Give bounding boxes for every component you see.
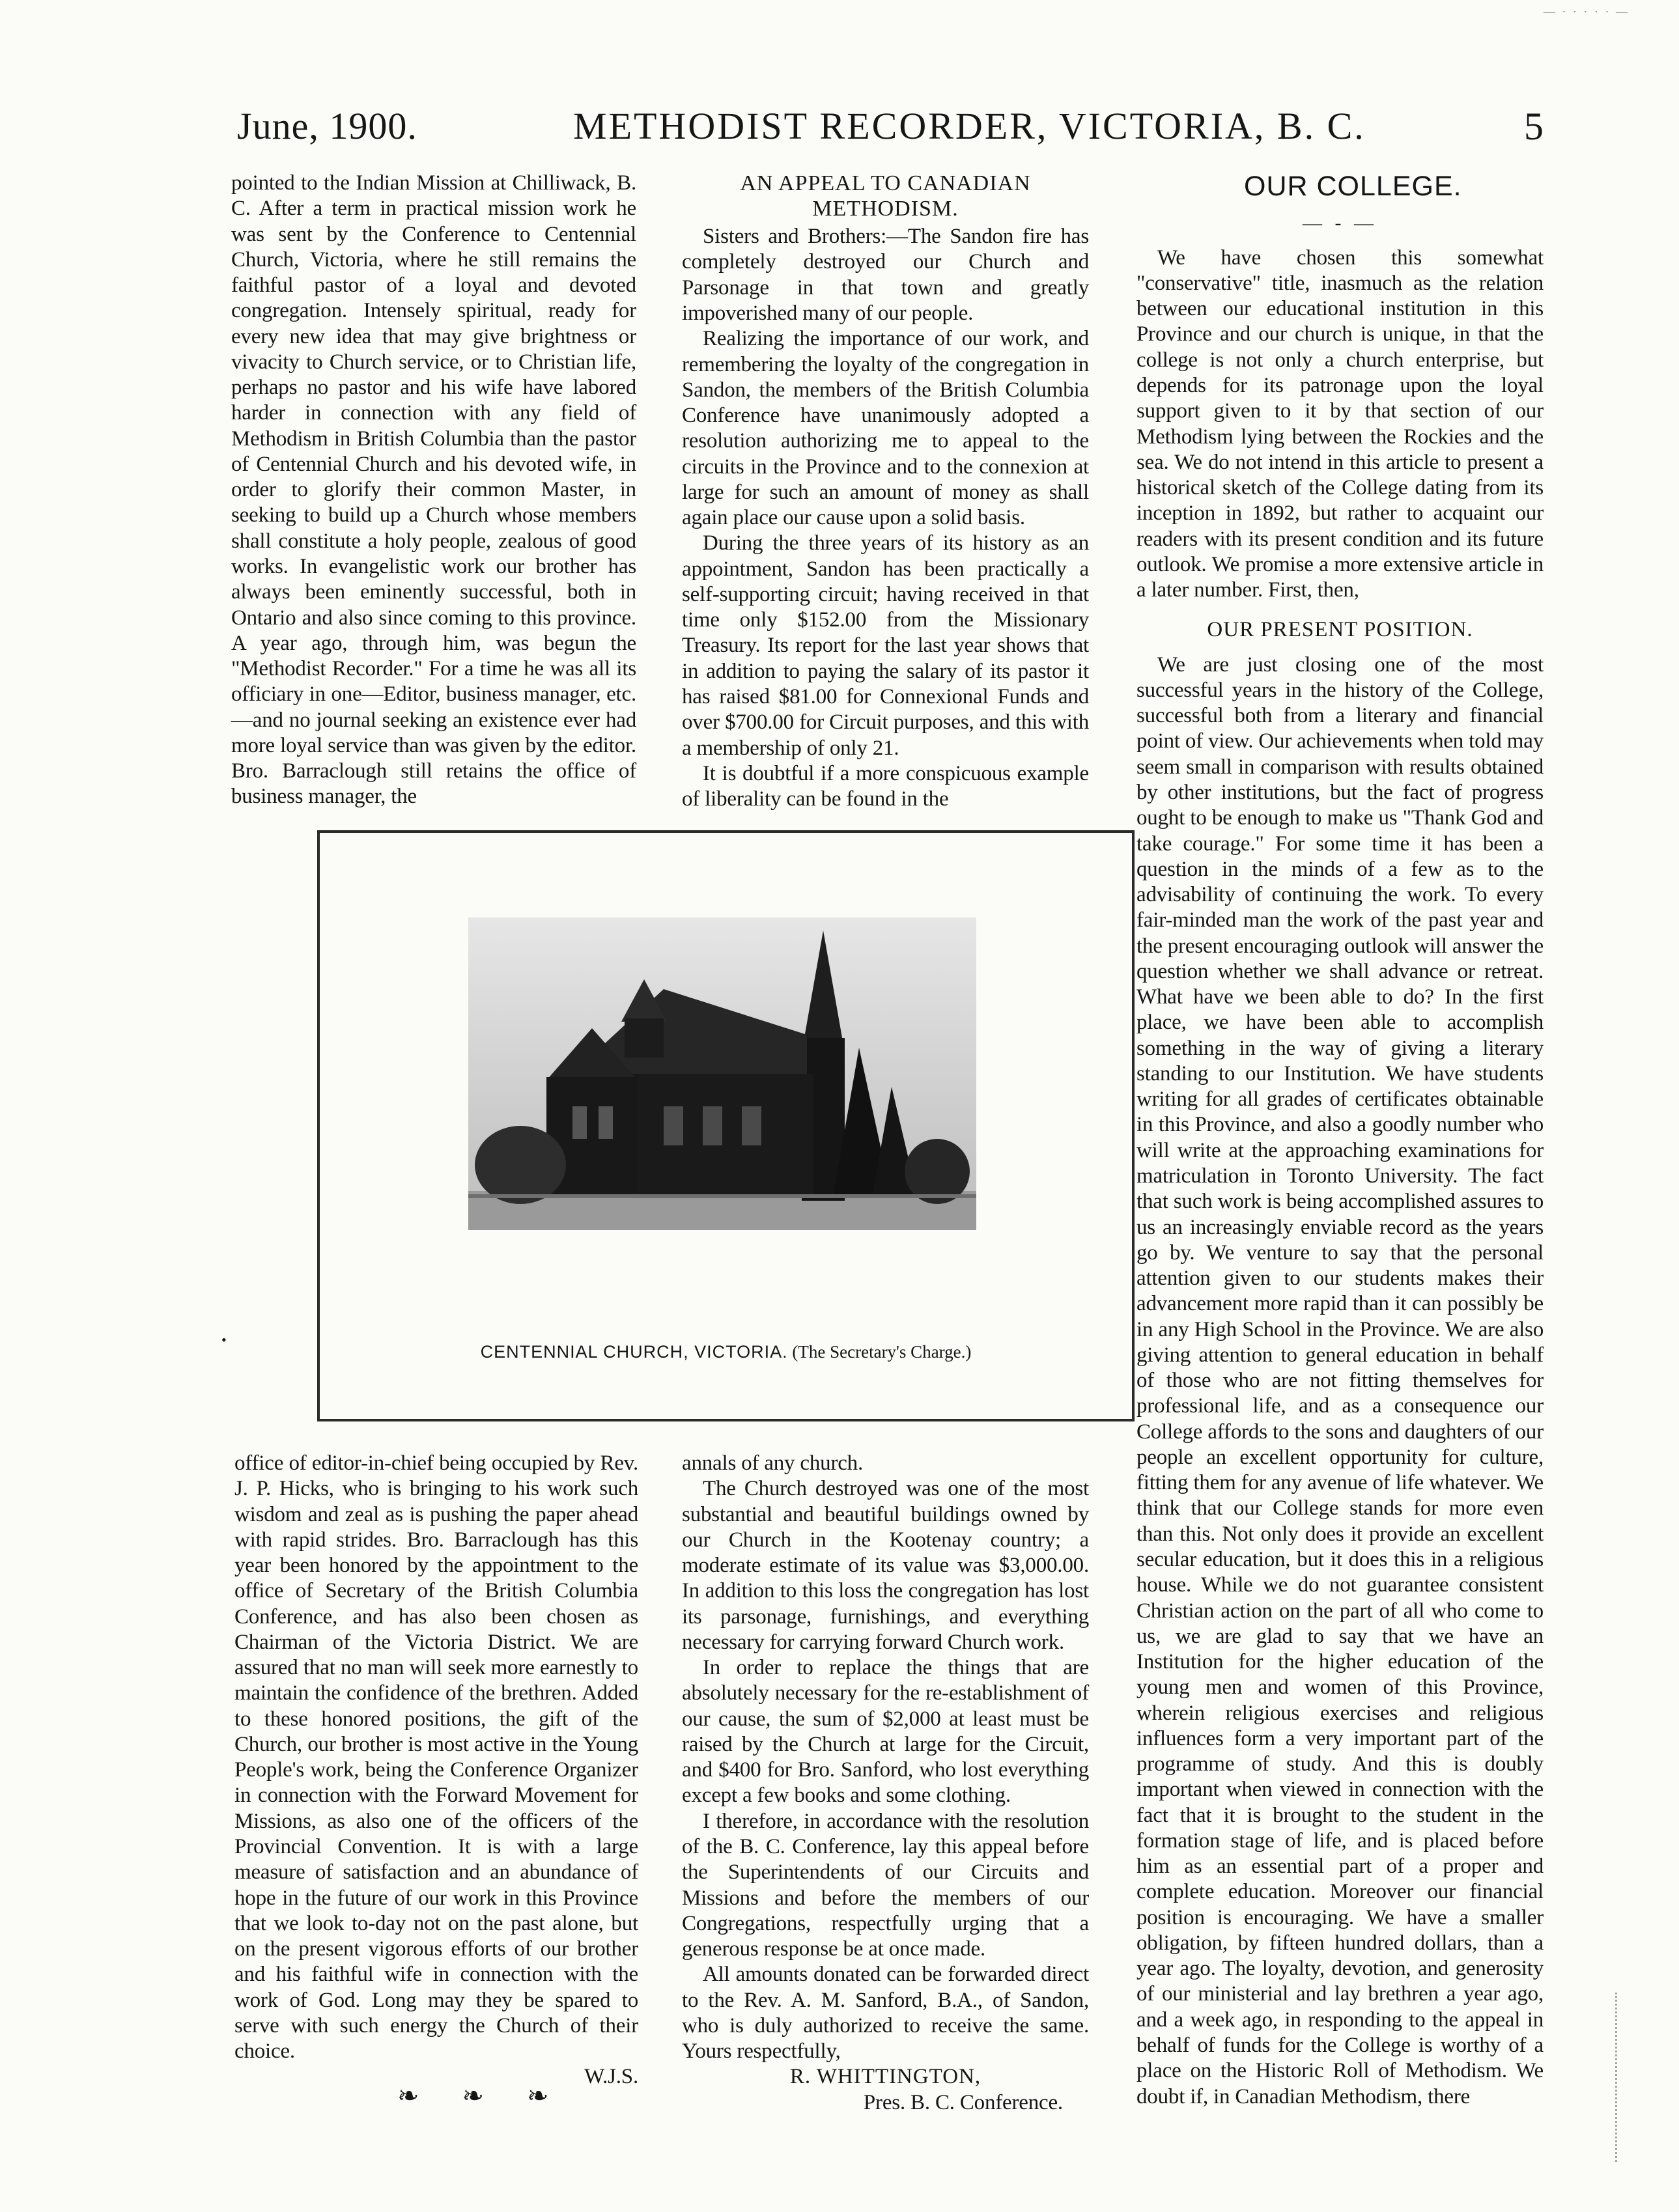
column-2-bottom: [682, 1451, 1089, 2116]
college-headline: OUR COLLEGE.: [1244, 171, 1462, 202]
divider-rule: — - —: [1303, 212, 1377, 234]
appeal-continued: annals of any church.: [682, 1451, 864, 1475]
appeal-paragraph: It is doubtful if a more conspicuous example of liberality can be found in the: [682, 761, 1089, 811]
present-position-subhead: OUR PRESENT POSITION.: [1207, 618, 1473, 642]
appeal-paragraph: In order to replace the things that are absolutely necessary for the re-establishment of our cause, the sum of $2,000 at least must be raised by the Church at large for the Circuit, and $400 for Bro. Sanford, who lost everything except a few books and some clothing.: [682, 1656, 1089, 1808]
issue-date: June, 1900.: [237, 105, 417, 147]
biography-continued: office of editor-in-chief being occupied by Rev. J. P. Hicks, who is bringing to his work such wisdom and zeal as is pushing the paper ahead with rapid strides. Bro. Barraclough has this year been honored by the appointment to the office of Secretary of the British Columbia Conference, and has also been chosen as Chairman of the Victoria District. We are assured that no man will seek more earnestly to maintain the confidence of the brethren. Added to these honored positions, the gift of the Church, our brother is most active in the Young People's work, being the Conference Organizer in connection with the Forward Movement for Missions, as also one of the officers of the Provincial Convention. It is with a large measure of satisfaction and an abundance of hope in the future of our work in this Province that we look to-day not on the past alone, but on the present vigorous efforts of our brother and his faithful wife in connection with the work of God. Long may they be spared to serve with such energy the Church of their choice.: [234, 1451, 638, 2064]
appeal-headline: AN APPEAL TO CANADIAN METHODISM.: [740, 171, 1031, 221]
column-3: [1136, 212, 1544, 2110]
ornament-dingbats: ❧ ❧ ❧: [397, 2081, 567, 2110]
corner-mark: — · · · · · —: [1544, 5, 1630, 18]
college-intro: We have chosen this somewhat "conservative" title, inasmuch as the relation between our educational institution in this Province and our church is unique, in that the college is not only a church enterprise, but depends for its patronage upon the loyal support given to it by that section of our Methodism lying between the Rockies and the sea. We do not intend in this article to present a historical sketch of the College dating from its inception in 1892, but rather to acquaint our readers with its present condition and its future outlook. We promise a more extensive article in a later number. First, then,: [1136, 245, 1544, 602]
church-illustration: [468, 917, 976, 1230]
column-1-bottom: [234, 1451, 638, 2090]
appeal-paragraph: During the three years of its history as an appointment, Sandon has been practically a self-supporting circuit; having received in that time only $152.00 from the Missionary Treasury. Its report for the last year shows that in addition to paying the salary of its pastor it has raised $81.00 for Connexional Funds and over $700.00 for Circuit purposes, and this with a membership of only 21.: [682, 531, 1089, 760]
signature-name: R. WHITTINGTON,: [789, 2065, 981, 2089]
signature-title: Pres. B. C. Conference.: [863, 2090, 1063, 2114]
appeal-paragraph: The Church destroyed was one of the most substantial and beautiful buildings owned by our Church in the Kootenay country; a moderate estimate of its value was $3,000.00. In addition to this loss the congregation has lost its parsonage, furnishings, and everything necessary for carrying forward Church work.: [682, 1477, 1089, 1654]
figure-caption: [320, 1342, 1132, 1362]
masthead-title: METHODIST RECORDER, VICTORIA, B. C.: [573, 105, 1366, 147]
appeal-paragraph: Sisters and Brothers:—The Sandon fire has completely destroyed our Church and Parsonage in that town and greatly impoverished many of our people.: [682, 225, 1089, 325]
column-1-top: [231, 171, 636, 810]
church-figure: [317, 830, 1135, 1421]
column-2-top: [682, 171, 1089, 812]
appeal-paragraph: Realizing the importance of our work, and remembering the loyalty of the congregation in Sandon, the members of the British Columbia Conference have unanimously adopted a resolution authorizing me to appeal to the circuits in the Province and to the connexion at large for such an amount of money as shall again place our cause upon a solid basis.: [682, 327, 1089, 530]
church-photo: [468, 917, 976, 1230]
page-number: 5: [1524, 105, 1544, 148]
biography-paragraph: pointed to the Indian Mission at Chilliwack, B. C. After a term in practical mission work he was sent by the Conference to Centennial Church, Victoria, where he still remains the faithful pastor of a loyal and devoted congregation. Intensely spiritual, ready for every new idea that may give brightness or vivacity to Church service, or to Christian life, perhaps no pastor and his wife have labored harder in connection with any field of Methodism in British Columbia than the pastor of Centennial Church and his devoted wife, in order to glorify their common Master, in seeking to build up a Church whose members shall constitute a holy people, zealous of good works. In evangelistic work our brother has always been eminently successful, both in Ontario and also since coming to this province. A year ago, through him, was begun the "Methodist Recorder." For a time he was all its officiary in one—Editor, business manager, etc.—and no journal seeking an existence ever had more loyal service than was given by the editor. Bro. Barraclough still retains the office of business manager, the: [231, 171, 636, 809]
author-initials: W.J.S.: [584, 2065, 638, 2089]
scan-edge-artifact: [1615, 1993, 1656, 2162]
appeal-paragraph: All amounts donated can be forwarded direct to the Rev. A. M. Sanford, B.A., of Sandon, who is duly authorized to receive the same. Yours respectfully,: [682, 1963, 1089, 2064]
college-body: We are just closing one of the most successful years in the history of the College, successful both from a literary and financial point of view. Our achievements when told may seem small in comparison with results obtained by other institutions, but the fact of progress ought to be enough to make us "Thank God and take courage." For some time it has been a question in the minds of a few as to the advisability of continuing the work. To every fair-minded man the work of the past year and the present encouraging outlook will answer the question whether we shall advance or retreat. What have we been able to do? In the first place, we have been able to accomplish something in the way of giving a literary standing to our Institution. We have students writing for all grades of certificates obtainable in this Province, and also a goodly number who will write at the approaching examinations for matriculation in Toronto University. The fact that such work is being accomplished assures to us an increasingly enviable record as the years go by. We venture to say that the personal attention given to our students makes their advancement more rapid than it can possibly be in any High School in the Province. We are also giving attention to general education in behalf of those who are not fitting themselves for professional life, and as a consequence our College affords to the sons and daughters of our people an excellent opportunity for culture, fitting them for any avenue of life whatever. We think that our College stands for more even than this. Not only does it provide an excellent secular education, but it does this in a religious house. While we do not guarantee consistent Christian action on the part of all who come to us, we are glad to say that we have an Institution for the higher education of the young men and women of this Province, wherein religious exercises and religious influences form a very important part of the programme of study. And this is doubly important when viewed in connection with the fact that it is brought to the student in the formation stage of life, and is placed before him as an essential part of a proper and complete education. Moreover our financial position is encouraging. We have a smaller obligation, by fifteen hundred dollars, than a year ago. The loyalty, devotion, and generosity of our ministerial and lay brethren a year ago, and a week ago, in responding to the appeal in behalf of funds for the College is worthy of a place on the Historic Roll of Methodism. We doubt if, in Canadian Methodism, there: [1136, 652, 1544, 2108]
caption-main: CENTENNIAL CHURCH, VICTORIA.: [480, 1342, 788, 1362]
appeal-paragraph: I therefore, in accordance with the resolution of the B. C. Conference, lay this appeal before the Superintendents of our Circuits and Missions and before the members of our Congregations, respectfully urging that a generous response be at once made.: [682, 1809, 1089, 1961]
margin-dot: •: [221, 1332, 227, 1348]
caption-note: (The Secretary's Charge.): [792, 1342, 972, 1362]
